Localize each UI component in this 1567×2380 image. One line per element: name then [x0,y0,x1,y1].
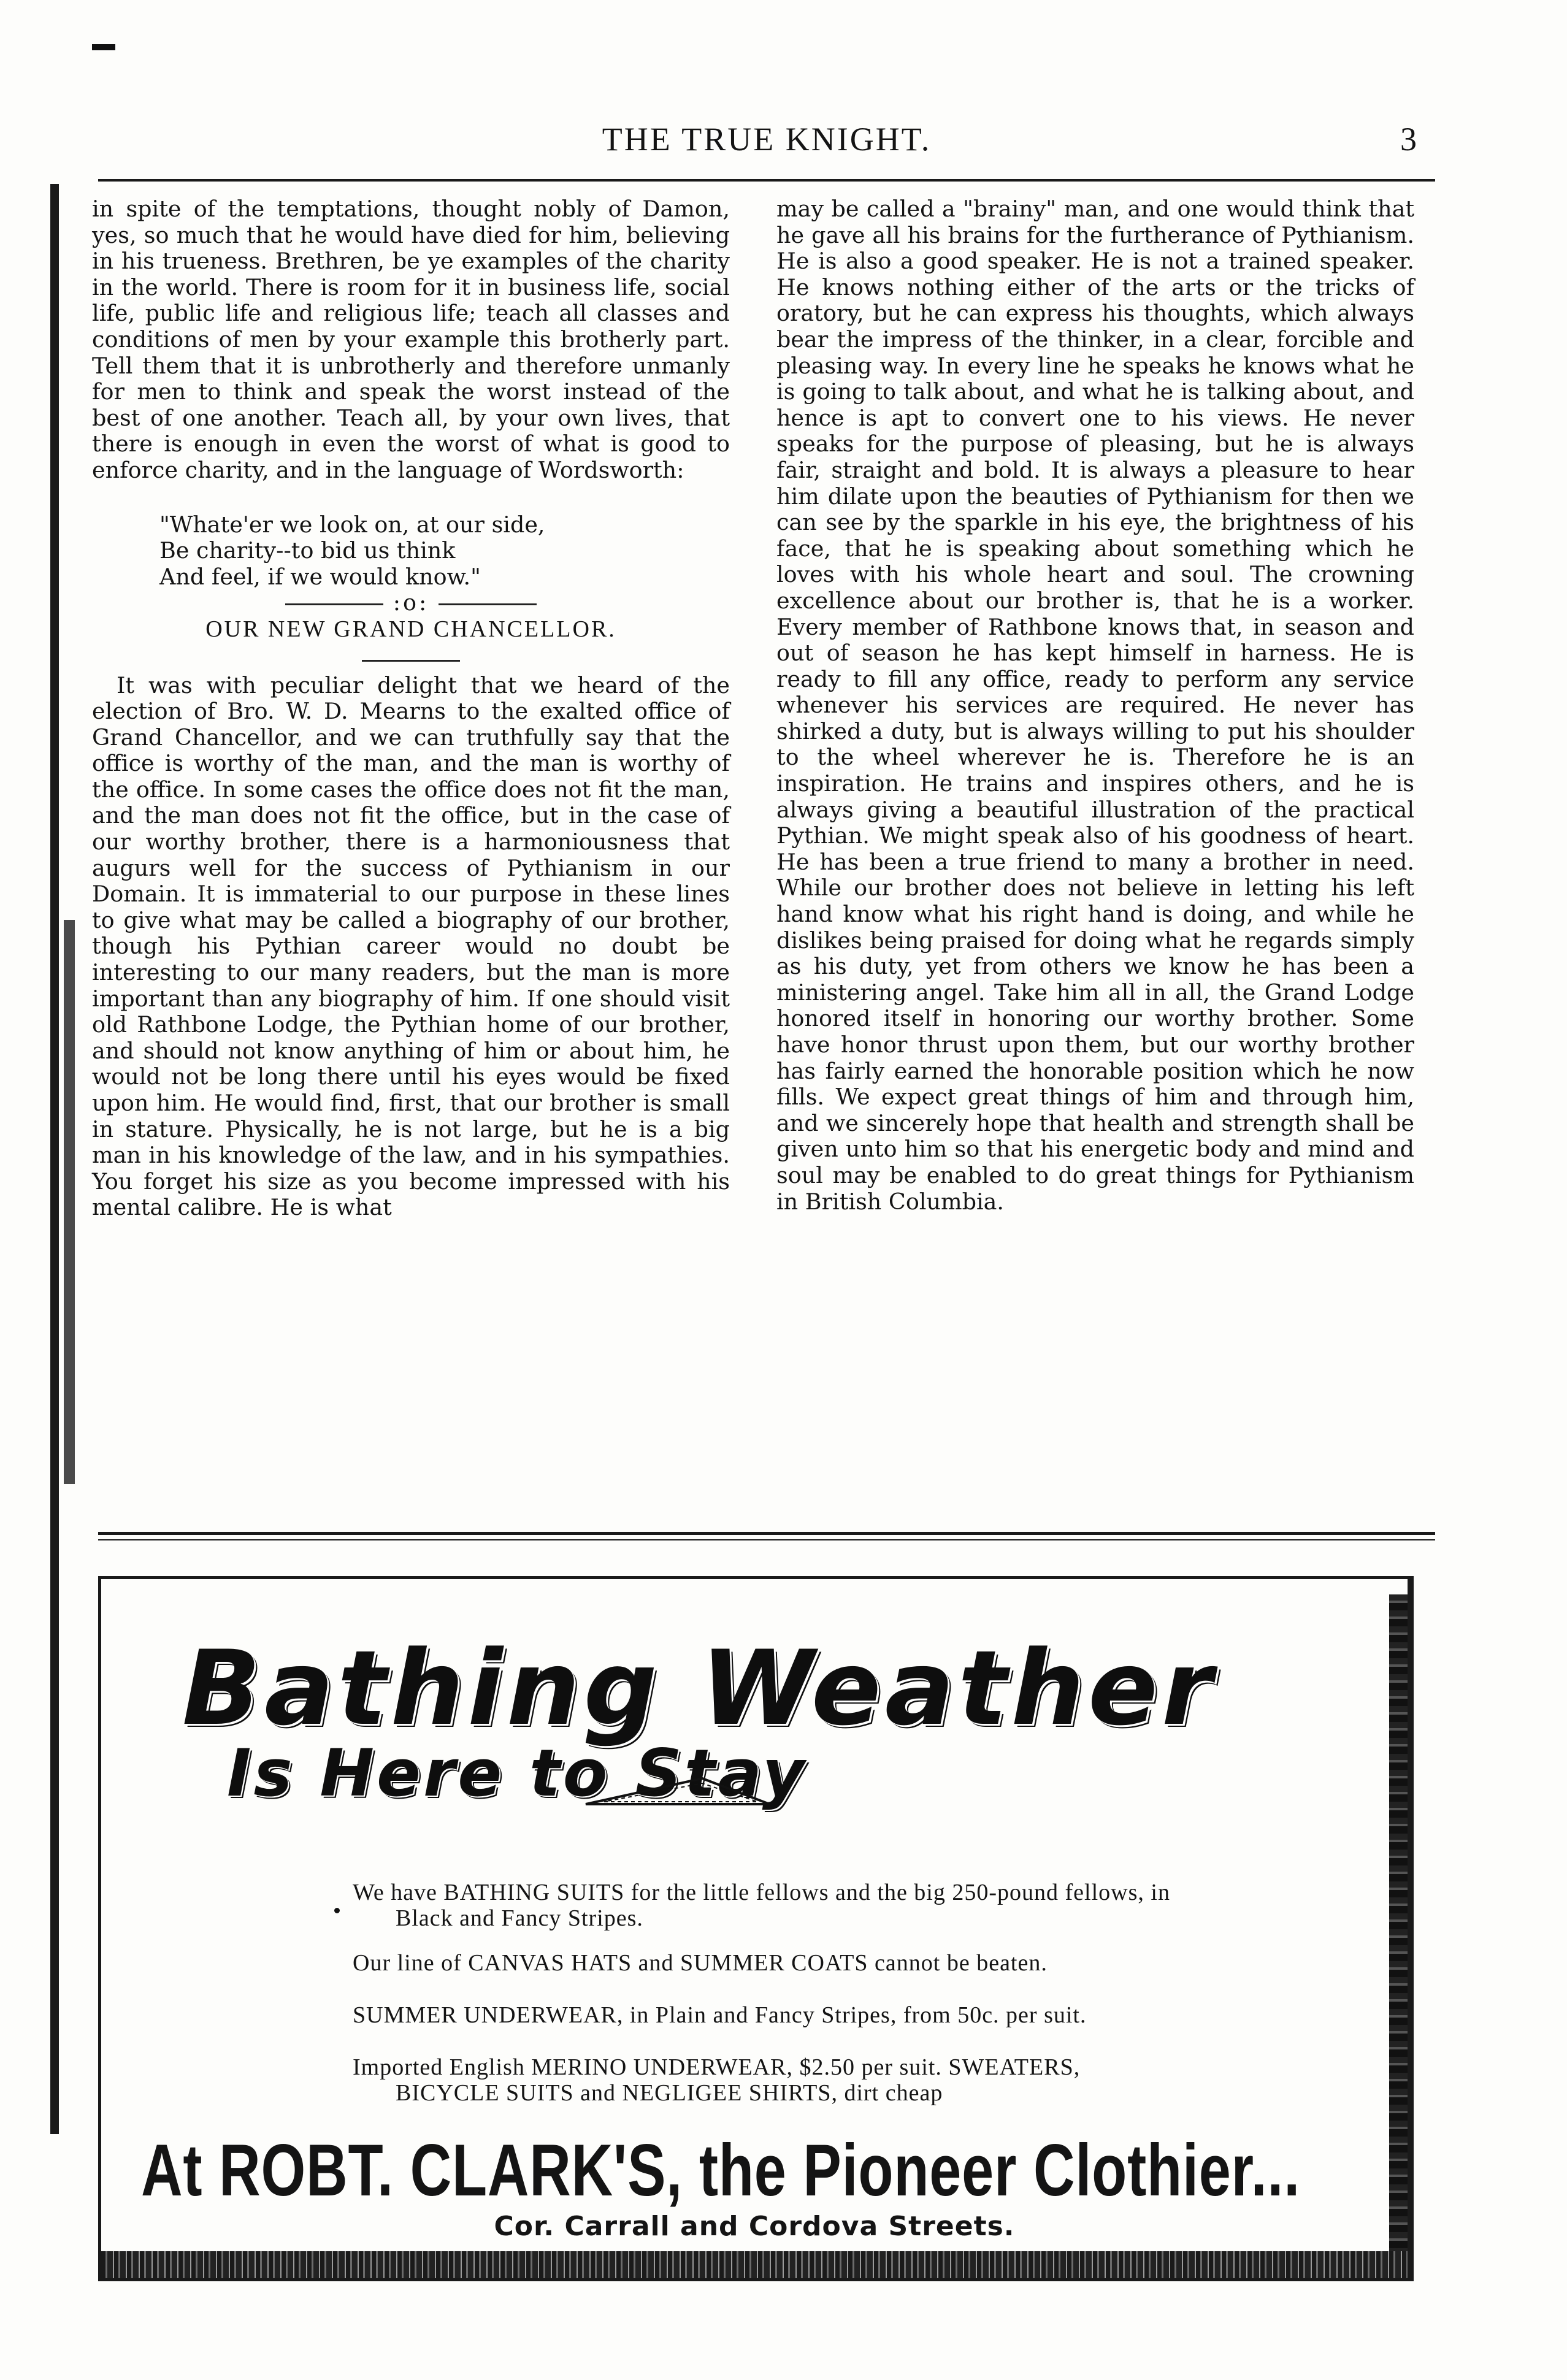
charity-paragraph: in spite of the temptations, thought nobly of Damon, yes, so much that he would have died for him, believing in his trueness. Brethren, be ye examples of the charity in the world. There is room for it in business life, social life, public life and religious life; teach all classes and conditions of men by your example this brotherly part. Tell them that it is unbrotherly and therefore unmanly for men to think and speak the worst instead of the best of one another. Teach all, by your own lives, that there is enough in even the worst of what is good to enforce charity, and in the language of Wordsworth: [92,196,730,483]
heading-rule [362,660,460,662]
ad-store-name: At ROBT. CLARK'S, the Pioneer Clothier... [141,2129,1301,2211]
quote-line: And feel, if we would know." [159,563,481,590]
ad-subhead: Is Here to Stay [227,1735,807,1811]
left-column [92,196,730,1221]
binding-edge [50,184,59,2134]
page-title: THE TRUE KNIGHT. [602,121,932,158]
ad-bathing-suits-cont: Black and Fancy Stripes. [396,1905,643,1931]
clothier-advertisement [98,1576,1414,2281]
chancellor-paragraph-continued: may be called a "brainy" man, and one would think that he gave all his brains for the furtherance of Pythianism. He is also a good speaker. He is not a trained speaker. He knows nothing either of the arts or the tricks of oratory, but he can express his thoughts, which always bear the impress of the thinker, in a clear, forcible and pleasing way. In every line he speaks he knows what he is going to talk about, and what he is talking about, and hence is apt to convert one to his views. He never speaks for the purpose of pleasing, but he is always fair, straight and bold. It is always a pleasure to hear him dilate upon the beauties of Pythianism for then we can see by the sparkle in his eye, the brightness of his face, that he is speaking about something which he loves with his whole heart and soul. The crowning excellence about our brother is, that he is a worker. Every member of Rathbone knows that, in season and out of season he has kept himself in harness. He is ready to fill any office, ready to perform any service whenever his services are required. He never has shirked a duty, but is always willing to put his shoulder to the wheel wherever he is. Therefore he is an inspiration. He trains and inspires others, and he is always giving a beautiful illustration of the practical Pythian. We might speak also of his goodness of heart. He has been a true friend to many a brother in need. While our brother does not believe in letting his left hand know what his right hand is doing, and while he dislikes being praised for doing what he regards simply as his duty, yet from others we know he has been a ministering angel. Take him all in all, the Grand Lodge honored itself in honoring our worthy brother. Some have honor thrust upon them, but our worthy brother has fairly earned the honorable position which he now fills. We expect great things of him and through him, and we sincerely hope that health and strength shall be given unto him so that his energetic body and mind and soul may be enabled to do great things for Pythianism in British Columbia. [776,196,1414,1215]
right-column [776,196,1414,1215]
separator-line [439,603,537,605]
header-rule [98,179,1435,182]
page-number: 3 [1400,121,1417,158]
print-mark [92,44,115,50]
quote-line: Be charity--to bid us think [159,537,456,564]
ad-bathing-suits: We have BATHING SUITS for the little fellows and the big 250-pound fellows, in [353,1880,1170,1905]
section-rule [98,1532,1435,1535]
separator-glyph: :o: [393,589,429,616]
ad-merino-cont: BICYCLE SUITS and NEGLIGEE SHIRTS, dirt cheap [396,2080,943,2106]
chancellor-paragraph: It was with peculiar delight that we heard of the election of Bro. W. D. Mearns to the exalted office of Grand Chancellor, and we can truthfully say that the office is worthy of the man, and the man is worthy of the office. In some cases the office does not fit the man, and the man does not fit the office, but in the case of our worthy brother, there is a harmoniousness that augurs well for the success of Pythianism in our Domain. It is immaterial to our purpose in these lines to give what may be called a biography of our brother, though his Pythian career would no doubt be interesting to our many readers, but the man is more important than any biography of him. If one should visit old Rathbone Lodge, the Pythian home of our brother, and should not know anything of him or about him, he would not be long there until his eyes would be fixed upon him. He would find, first, that our brother is small in stature. Physically, he is not large, but he is a big man in his knowledge of the law, and in his sympathies. You forget his size as you become impressed with his mental calibre. He is what [92,672,730,1221]
page-header [98,120,1435,169]
separator-line [285,603,383,605]
quote-line: "Whate'er we look on, at our side, [159,511,545,538]
ad-headline: Bathing Weather [182,1628,1216,1748]
wordsworth-quote [159,512,730,591]
ad-bottom-band [101,2251,1408,2278]
ad-address: Cor. Carrall and Cordova Streets. [494,2211,1015,2242]
ad-underwear: SUMMER UNDERWEAR, in Plain and Fancy Stripes, from 50c. per suit. [353,2002,1087,2028]
article-heading: OUR NEW GRAND CHANCELLOR. [205,616,616,642]
ad-hats-coats: Our line of CANVAS HATS and SUMMER COATS cannot be beaten. [353,1950,1048,1976]
bullet-dot [334,1908,340,1913]
section-separator [92,590,730,616]
section-rule-thin [98,1539,1435,1540]
binding-shadow [64,920,75,1484]
pennant-flourish-icon [580,1766,776,1815]
ad-merino: Imported English MERINO UNDERWEAR, $2.50 per suit. SWEATERS, [353,2054,1081,2080]
